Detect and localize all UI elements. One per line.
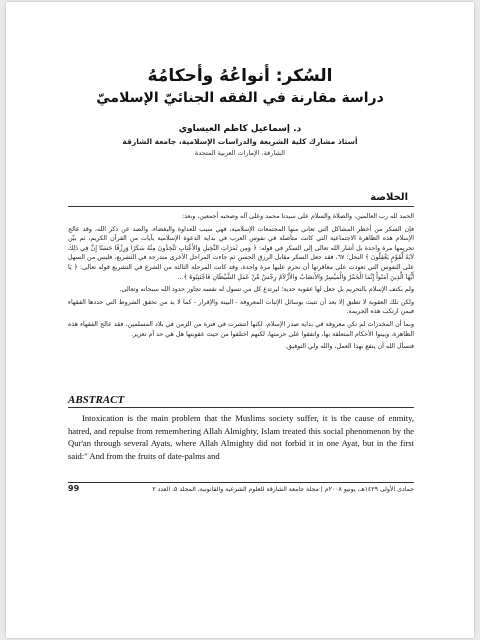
arabic-paragraph: الحمد لله رب العالمين، والصلاة والسلام على سيدنا محمد وعلى آله وصحبه أجمعين، وبعد: [182,213,414,220]
journal-citation: جمادى الأولى ١٤٢٩هـ، يونيو ٢٠٠٨م | مجلة جامعة الشارقة للعلوم الشرعية والقانونية، المجلد ٥، العدد ٢ [152,486,414,493]
page-number: 99 [68,484,80,493]
arabic-paragraph: فإن السكر من أخطر المشاكل التي تعاني منها المجتمعات الإسلامية، فهي سبب للعداوة والبغضاء، والصد عن ذكر الله، وقد عالج الإسلام هذه الظاهرة الاجتماعية التي كانت متأصلة في نفوس العرب في بداية الدعوة الإسلامية بآيات من القرآن الكريم، ثم بيّن تحريمها مرة واحدة بل أشار الله تعالى إلى السكر في قوله: ﴿ وَمِن ثَمَرَاتِ النَّخِيلِ وَالأَعْنَابِ تَتَّخِذُونَ مِنْهُ سَكَرًا وَرِزْقًا حَسَنًا إِنَّ فِي ذَلِكَ لآيَةً لِّقَوْمٍ يَعْقِلُونَ ﴾ النحل: ٦٧، فقد جعل السكر مقابل الرزق الحسن ثم جاءت المراحل الأخرى متدرجة في التشريع، فليس من السهل على النفوس التي تعودت على معاقرتها أن تحرم عليها مرة واحدة، وقد كانت المرحلة الثالثة من الشرع في التشريع قوله تعالى: ﴿ يَا أَيُّهَا الَّذِينَ آمَنُواْ إِنَّمَا الْخَمْرُ وَالْمَيْسِرُ وَالأَنصَابُ وَالأَزْلاَمُ رِجْسٌ مِّنْ عَمَلِ الشَّيْطَانِ فَاجْتَنِبُوهُ ﴾... [68,225,414,281]
heading-divider [68,407,414,408]
paper-title: السُكر: أنواعُهُ وأحكامُهُ [147,66,333,86]
footer-divider [68,482,414,483]
author-location: الشارقة، الإمارات العربية المتحدة [195,149,285,157]
paper-page [6,2,474,638]
paper-subtitle: دراسة مقارنة في الفقه الجنائيّ الإسلاميّ [96,90,384,106]
arabic-paragraph: ولكن تلك العقوبة لا تطبق إلا بعد أن تثبت بوسائل الإثبات المعروفة - البينة والإقرار - كما لا بد من تحقق الشروط التي حددها الفقهاء فيمن ارتكب هذه الجريمة. [68,298,414,316]
author-name: د. إسماعيل كاظم العيساوي [178,124,302,134]
arabic-paragraph: فنسأل الله أن ينفع بهذا العمل، والله ولي التوفيق. [285,343,414,351]
page-footer [68,485,414,497]
english-abstract-heading: ABSTRACT [68,394,125,406]
arabic-abstract-heading: الخلاصة [370,192,408,203]
english-paragraph: Intoxication is the main problem that the Muslims society suffer, it is the cause of enmity, hatred, and repulse from remembering Allah Almighty, Islam treated this social phenomenon by the Qur'an through several Ayats, where Allah Almighty did not forbid it in one Ayat, but in the first said:" And from the fruits of date-palms and [68,413,414,461]
english-abstract-body [68,412,414,462]
heading-divider [68,206,414,207]
arabic-abstract-body [68,212,414,355]
arabic-paragraph: ولم يكتف الإسلام بالتحريم بل جعل لها عقوبة حدية؛ ليرتدع كل من تسول له نفسه تجاوز حدود الله سبحانه وتعالى. [119,286,414,294]
arabic-paragraph: وبما أن المخدرات لم تكن معروفة في بداية صدر الإسلام، لكنها انتشرت في فترة من الزمن في بلاد المسلمين، فقد عالج الفقهاء هذه الظاهرة، وبينوا الأحكام المتعلقة بها، واتفقوا على حرمتها، لكنهم اختلفوا من حيث عقوبتها هل هي حد أم تعزير. [68,320,414,338]
author-affiliation: أستاذ مشارك كلية الشريعة والدراسات الإسلامية، جامعة الشارقة [122,137,358,146]
